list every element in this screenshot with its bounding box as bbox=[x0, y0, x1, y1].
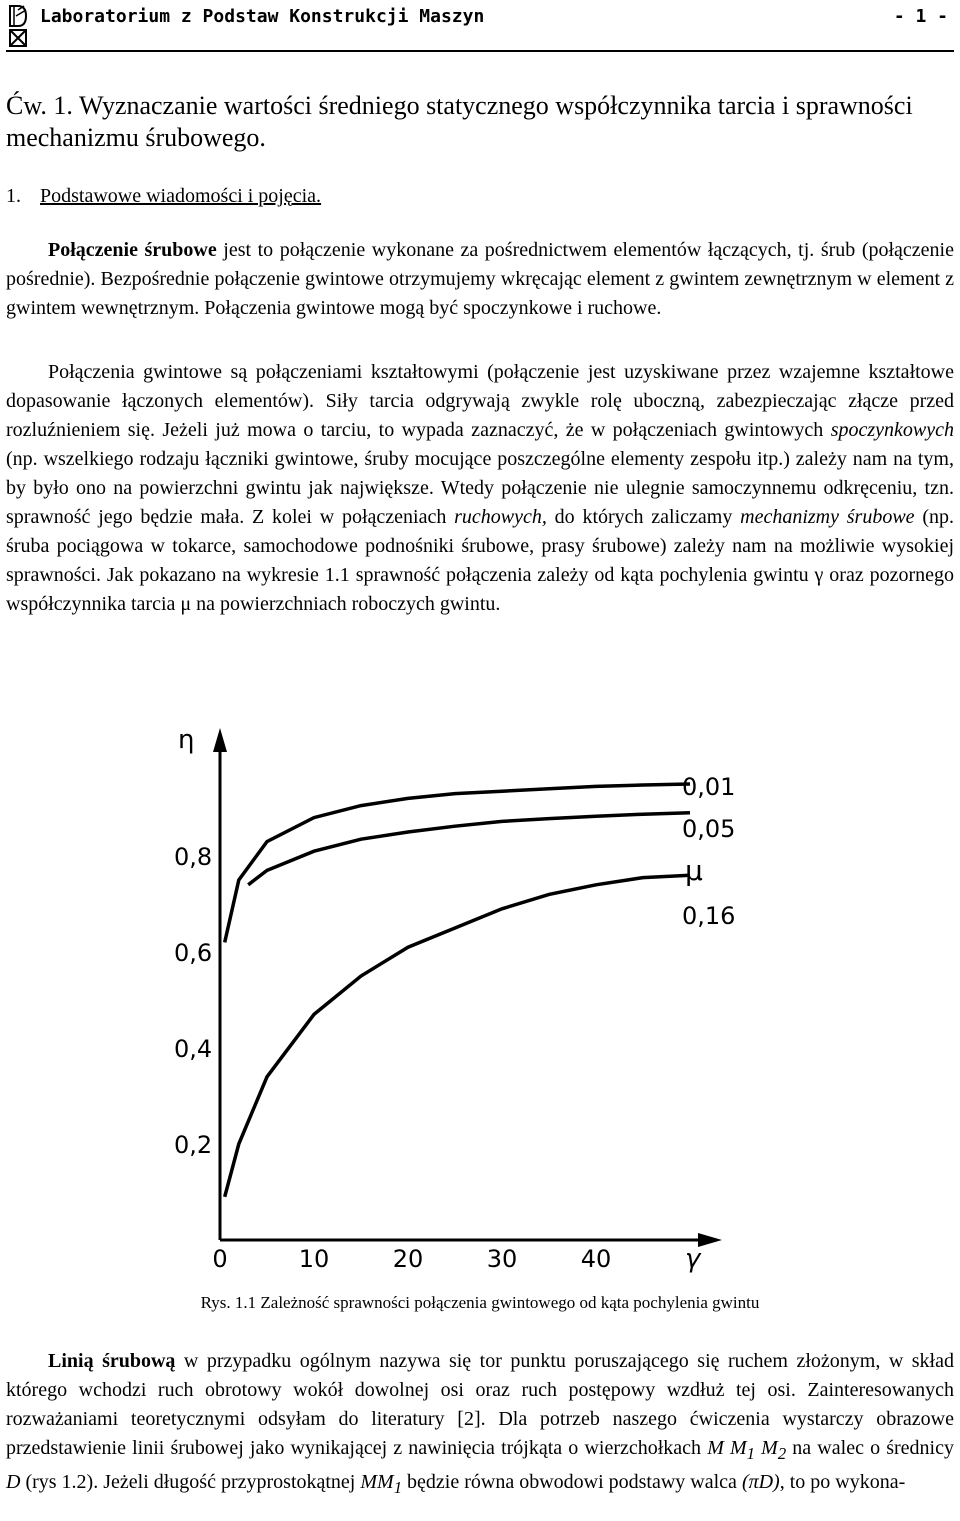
series-line bbox=[248, 813, 690, 885]
series-line bbox=[225, 875, 690, 1197]
emph-ruchowych: ruchowych, bbox=[454, 506, 547, 528]
exercise-title: Ćw. 1. Wyznaczanie wartości średniego statycznego współczynnika tarcia i sprawności mechanizmu śrubowego. bbox=[6, 91, 913, 152]
x-axis-label: γ bbox=[685, 1244, 701, 1274]
paragraph-2-text-d: (np. śruba pociągowa w tokarce, samochodowe podnośniki śrubowe, prasy śrubowe) zależy nam na możliwie wysokiej sprawności. Jak pokazano na wykresie 1.1 sprawność połączenia zależy od kąta pochylenia gwintu γ oraz pozornego współczynnika tarcia μ na powierzchniach roboczych gwintu. bbox=[6, 506, 954, 615]
symbol-mm: MM bbox=[360, 1471, 394, 1493]
efficiency-chart bbox=[160, 720, 760, 1280]
y-axis-arrow bbox=[213, 728, 227, 752]
paragraph-1 bbox=[6, 236, 954, 323]
y-axis-label: η bbox=[178, 725, 195, 755]
symbol-pi-d: (πD) bbox=[741, 1471, 780, 1493]
legend-title-mu: μ bbox=[685, 854, 703, 887]
symbol-d: D bbox=[6, 1471, 21, 1493]
subscript-3: 1 bbox=[393, 1478, 403, 1497]
paragraph-3-text-e: będzie równa obwodowi podstawy walca bbox=[402, 1471, 742, 1493]
term-linia-srubowa: Linią śrubową bbox=[48, 1350, 176, 1372]
paragraph-3 bbox=[6, 1347, 954, 1502]
x-axis-arrow bbox=[698, 1233, 722, 1247]
paragraph-2-text-a: Połączenia gwintowe są połączeniami kształtowymi (połączenie jest uzyskiwane przez wzajemne kształtowe dopasowanie łączonych elementów). Siły tarcia odgrywają zwykle rolę uboczną, zabezpieczając złącze przed rozluźnieniem się. Jeżeli już mowa o tarciu, to wypada zaznaczyć, że w połączeniach gwintowych bbox=[6, 361, 954, 441]
paragraph-2-text-c: do których zaliczamy bbox=[546, 506, 741, 528]
paragraph-2-text-b: (np. wszelkiego rodzaju łączniki gwintowe, śruby mocujące poszczególne elementy zespołu itp.) zależy nam na tym, by było ono na powierzchni gwintu jak największe. Wtedy połączenie nie ulegnie samoczynnemu odkręceniu, tzn. sprawność jego będzie mała. Z kolei w połączeniach bbox=[6, 448, 954, 528]
y-tick-label: 0,8 bbox=[174, 843, 213, 871]
paragraph-1-text: jest to połączenie wykonane za pośrednictwem elementów łączących, tj. śrub (połączenie pośrednie). Bezpośrednie połączenie gwintowe otrzymujemy wkręcając element z gwintem zewnętrznym w element z gwintem wewnętrznym. Połączenia gwintowe mogą być spoczynkowe i ruchowe. bbox=[6, 239, 954, 319]
series-label: 0,01 bbox=[682, 773, 736, 801]
subscript-2: 2 bbox=[777, 1444, 787, 1463]
paragraph-2 bbox=[6, 358, 954, 619]
series-label: 0,16 bbox=[682, 902, 736, 930]
x-tick-label: 20 bbox=[392, 1245, 424, 1273]
y-tick-label: 0,4 bbox=[174, 1035, 213, 1063]
header-rule bbox=[6, 50, 954, 52]
emph-spoczynkowych: spoczynkowych bbox=[830, 419, 954, 441]
symbol-m: M M bbox=[707, 1437, 747, 1459]
subscript-1: 1 bbox=[746, 1444, 755, 1463]
paragraph-3-text-c: (rys 1.2). Jeżeli długość przyprostokątnej bbox=[20, 1471, 361, 1493]
lab-logo-icon bbox=[6, 4, 32, 48]
series-label: 0,05 bbox=[682, 815, 736, 843]
emph-mechanizmy: mechanizmy śrubowe bbox=[740, 506, 915, 528]
section-number: 1. bbox=[6, 185, 21, 207]
section-heading bbox=[6, 185, 321, 208]
figure-caption: Rys. 1.1 Zależność sprawności połączenia gwintowego od kąta pochylenia gwintu bbox=[200, 1293, 760, 1312]
page-header bbox=[0, 0, 960, 52]
header-title: Laboratorium z Podstaw Konstrukcji Maszyn bbox=[40, 6, 485, 27]
x-tick-label: 40 bbox=[580, 1245, 612, 1273]
x-tick-label: 10 bbox=[298, 1245, 330, 1273]
section-title: Podstawowe wiadomości i pojęcia. bbox=[40, 185, 322, 207]
term-polaczenie-srubowe: Połączenie śrubowe bbox=[48, 239, 217, 261]
symbol-m2: M bbox=[755, 1437, 778, 1459]
x-tick-label: 30 bbox=[486, 1245, 518, 1273]
paragraph-3-text-f: , to po wykona- bbox=[779, 1471, 906, 1493]
series-line bbox=[225, 784, 690, 942]
y-tick-label: 0,6 bbox=[174, 939, 213, 967]
page-number: - 1 - bbox=[893, 6, 948, 27]
paragraph-3-text-b: na walec o średnicy bbox=[786, 1437, 954, 1459]
paragraph-3-text-a: w przypadku ogólnym nazywa się tor punktu poruszającego się ruchem złożonym, w skład którego wchodzi ruch obrotowy wokół dowolnej osi oraz ruch postępowy wzdłuż tej osi. Zainteresowanych rozważaniami teoretycznymi odsyłam do literatury [2]. Dla potrzeb naszego ćwiczenia wystarczy obrazowe przedstawienie linii śrubowej jako wynikającej z nawinięcia trójkąta o wierzchołkach bbox=[6, 1350, 954, 1459]
x-tick-label: 0 bbox=[212, 1245, 228, 1273]
y-tick-label: 0,2 bbox=[174, 1131, 213, 1159]
